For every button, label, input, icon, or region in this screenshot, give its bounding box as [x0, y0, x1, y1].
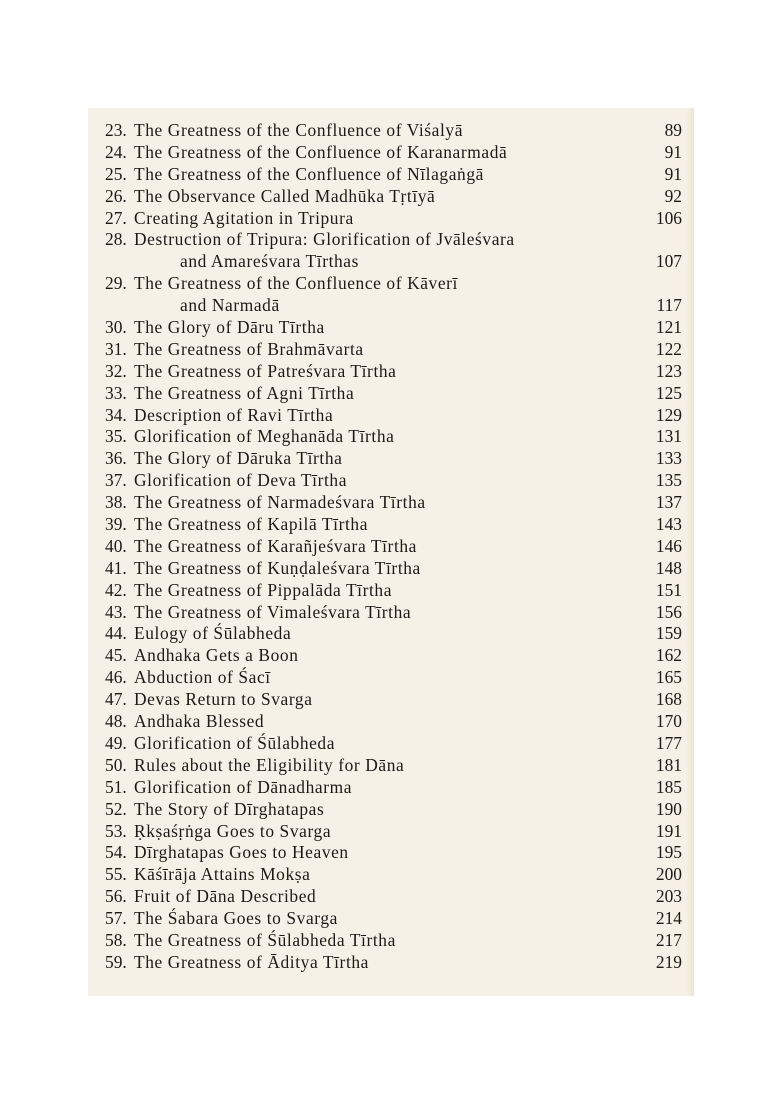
- entry-title: Ṛkṣaśṛṅga Goes to Svarga: [134, 820, 332, 841]
- entry-number: 32.: [105, 360, 127, 381]
- toc-entry: [105, 689, 682, 711]
- entry-number: 54.: [105, 842, 127, 863]
- entry-page-number: 200: [655, 864, 682, 885]
- entry-page-number: 214: [655, 908, 682, 929]
- entry-number: 56.: [105, 886, 127, 907]
- entry-title: The Greatness of the Confluence of Karanarmadā: [134, 141, 508, 162]
- toc-entry: [105, 536, 682, 558]
- entry-page-number: 168: [655, 689, 682, 710]
- entry-number: 23.: [105, 120, 127, 140]
- entry-title: Glorification of Deva Tīrtha: [134, 470, 348, 491]
- entry-title: Andhaka Gets a Boon: [134, 645, 299, 666]
- entry-title: Glorification of Śūlabheda: [134, 732, 336, 753]
- entry-title: The Śabara Goes to Svarga: [134, 908, 338, 929]
- entry-title-continuation: and Amareśvara Tīrthas: [180, 251, 359, 272]
- entry-number: 53.: [105, 820, 127, 841]
- entry-number: 44.: [105, 623, 127, 644]
- toc-entry-continuation: [105, 295, 682, 317]
- entry-number: 38.: [105, 492, 127, 513]
- toc-entry: [105, 317, 682, 339]
- entry-title: Description of Ravi Tīrtha: [134, 404, 334, 425]
- entry-page-number: 162: [655, 645, 682, 666]
- toc-entry: [105, 821, 682, 843]
- entry-page-number: 170: [655, 711, 682, 732]
- entry-title: Glorification of Meghanāda Tīrtha: [134, 426, 395, 447]
- entry-page-number: 151: [655, 579, 682, 600]
- entry-page-number: 217: [655, 929, 682, 950]
- entry-page-number: 135: [655, 470, 682, 491]
- entry-number: 48.: [105, 711, 127, 732]
- entry-page-number: 195: [655, 842, 682, 863]
- entry-page-number: 165: [655, 667, 682, 688]
- entry-page-number: 133: [655, 448, 682, 469]
- entry-number: 58.: [105, 929, 127, 950]
- toc-entry: [105, 886, 682, 908]
- entry-title: The Observance Called Madhūka Tṛtīyā: [134, 185, 436, 206]
- entry-title: Glorification of Dānadharma: [134, 776, 353, 797]
- entry-number: 46.: [105, 667, 127, 688]
- toc-entry: [105, 120, 682, 142]
- entry-page-number: 146: [655, 535, 682, 556]
- entry-title: Abduction of Śacī: [134, 667, 271, 688]
- entry-number: 26.: [105, 185, 127, 206]
- toc-entry: [105, 864, 682, 886]
- entry-title: The Greatness of Pippalāda Tīrtha: [134, 579, 393, 600]
- entry-number: 59.: [105, 951, 127, 972]
- entry-number: 29.: [105, 273, 127, 294]
- toc-entry: [105, 667, 682, 689]
- entry-number: 40.: [105, 535, 127, 556]
- entry-page-number: 121: [655, 317, 682, 338]
- entry-title: The Greatness of Āditya Tīrtha: [134, 951, 369, 972]
- entry-title: The Greatness of Patreśvara Tīrtha: [134, 360, 397, 381]
- entry-number: 33.: [105, 382, 127, 403]
- toc-entry: [105, 777, 682, 799]
- entry-title: The Glory of Dāruka Tīrtha: [134, 448, 343, 469]
- entry-number-spacer: [105, 251, 134, 273]
- entry-title: The Story of Dīrghatapas: [134, 798, 325, 819]
- entry-number: 24.: [105, 141, 127, 162]
- entry-page-number: 159: [655, 623, 682, 644]
- toc-entry: [105, 930, 682, 952]
- entry-title: The Greatness of Karañjeśvara Tīrtha: [134, 535, 417, 556]
- entry-number: 30.: [105, 317, 127, 338]
- toc-entry: [105, 842, 682, 864]
- entry-title: The Greatness of Vimaleśvara Tīrtha: [134, 601, 412, 622]
- entry-page-number: 107: [655, 251, 682, 272]
- entry-title: The Glory of Dāru Tīrtha: [134, 317, 325, 338]
- entry-page-number: 129: [655, 404, 682, 425]
- entry-page-number: 106: [655, 207, 682, 228]
- toc-entry: [105, 426, 682, 448]
- toc-entry: [105, 383, 682, 405]
- entry-number: 50.: [105, 754, 127, 775]
- toc-entry: [105, 142, 682, 164]
- entry-number: 41.: [105, 557, 127, 578]
- toc-entry: [105, 492, 682, 514]
- entry-number: 25.: [105, 163, 127, 184]
- entry-number: 45.: [105, 645, 127, 666]
- entry-page-number: 156: [655, 601, 682, 622]
- toc-entry: [105, 164, 682, 186]
- entry-page-number: 203: [655, 886, 682, 907]
- entry-title: Eulogy of Śūlabheda: [134, 623, 292, 644]
- entry-title: The Greatness of the Confluence of Nīlagaṅgā: [134, 163, 484, 184]
- entry-page-number: 123: [655, 360, 682, 381]
- entry-number: 31.: [105, 338, 127, 359]
- toc-entry: [105, 405, 682, 427]
- toc-entry: [105, 186, 682, 208]
- entry-page-number: 181: [655, 754, 682, 775]
- entry-page-number: 91: [664, 163, 682, 184]
- entry-title: The Greatness of Narmadeśvara Tīrtha: [134, 492, 426, 513]
- toc-entry: [105, 799, 682, 821]
- entry-page-number: 148: [655, 557, 682, 578]
- toc-entry: [105, 580, 682, 602]
- toc-entry: [105, 908, 682, 930]
- toc-entry: [105, 645, 682, 667]
- toc-entry: [105, 755, 682, 777]
- entry-title: Andhaka Blessed: [134, 711, 265, 732]
- entry-page-number: 89: [664, 120, 682, 140]
- toc-entry: [105, 952, 682, 974]
- entry-number: 47.: [105, 689, 127, 710]
- entry-number: 43.: [105, 601, 127, 622]
- toc-entry: [105, 514, 682, 536]
- entry-number: 36.: [105, 448, 127, 469]
- entry-page-number: 91: [664, 141, 682, 162]
- entry-number: 39.: [105, 514, 127, 535]
- entry-title: Kāśīrāja Attains Mokṣa: [134, 864, 311, 885]
- entry-number: 37.: [105, 470, 127, 491]
- entry-number: 55.: [105, 864, 127, 885]
- entry-title: Destruction of Tripura: Glorification of Jvāleśvara: [134, 229, 515, 250]
- entry-number: 34.: [105, 404, 127, 425]
- entry-title: Devas Return to Svarga: [134, 689, 313, 710]
- toc-entry: [105, 602, 682, 624]
- entry-number: 52.: [105, 798, 127, 819]
- toc-entry: [105, 229, 682, 251]
- toc-entry: [105, 733, 682, 755]
- entry-number: 49.: [105, 732, 127, 753]
- entry-page-number: 177: [655, 732, 682, 753]
- entry-title: The Greatness of Śūlabheda Tīrtha: [134, 929, 396, 950]
- entry-page-number: 117: [656, 295, 682, 316]
- entry-title: Creating Agitation in Tripura: [134, 207, 354, 228]
- toc-entry: [105, 361, 682, 383]
- entry-title-continuation: and Narmadā: [180, 295, 280, 316]
- entry-title: Dīrghatapas Goes to Heaven: [134, 842, 349, 863]
- entry-page-number: 92: [664, 185, 682, 206]
- entry-title: The Greatness of Brahmāvarta: [134, 338, 364, 359]
- entry-page-number: 219: [655, 951, 682, 972]
- entry-page-spacer: [632, 273, 682, 295]
- entry-page-number: 125: [655, 382, 682, 403]
- entry-page-number: 185: [655, 776, 682, 797]
- entry-number-spacer: [105, 295, 134, 317]
- entry-page-spacer: [632, 229, 682, 251]
- entry-title: The Greatness of Kapilā Tīrtha: [134, 514, 369, 535]
- toc-entry: [105, 470, 682, 492]
- entry-number: 42.: [105, 579, 127, 600]
- entry-title: The Greatness of Agni Tīrtha: [134, 382, 355, 403]
- toc-entry: [105, 623, 682, 645]
- entry-title: The Greatness of the Confluence of Kāverī: [134, 273, 458, 294]
- entry-page-number: 143: [655, 514, 682, 535]
- toc-entry: [105, 208, 682, 230]
- entry-page-number: 131: [655, 426, 682, 447]
- entry-title: The Greatness of the Confluence of Viśalyā: [134, 120, 464, 140]
- entry-number: 51.: [105, 776, 127, 797]
- toc-entry-continuation: [105, 251, 682, 273]
- toc-entry: [105, 711, 682, 733]
- entry-page-number: 190: [655, 798, 682, 819]
- toc-entry: [105, 448, 682, 470]
- entry-title: Rules about the Eligibility for Dāna: [134, 754, 405, 775]
- entry-number: 28.: [105, 229, 127, 250]
- entry-number: 57.: [105, 908, 127, 929]
- entry-title: Fruit of Dāna Described: [134, 886, 317, 907]
- entry-page-number: 122: [655, 338, 682, 359]
- toc-entry: [105, 273, 682, 295]
- table-of-contents: [105, 120, 682, 974]
- entry-number: 27.: [105, 207, 127, 228]
- toc-entry: [105, 558, 682, 580]
- entry-title: The Greatness of Kuṇḍaleśvara Tīrtha: [134, 557, 421, 578]
- entry-page-number: 191: [655, 820, 682, 841]
- toc-entry: [105, 339, 682, 361]
- entry-page-number: 137: [655, 492, 682, 513]
- entry-number: 35.: [105, 426, 127, 447]
